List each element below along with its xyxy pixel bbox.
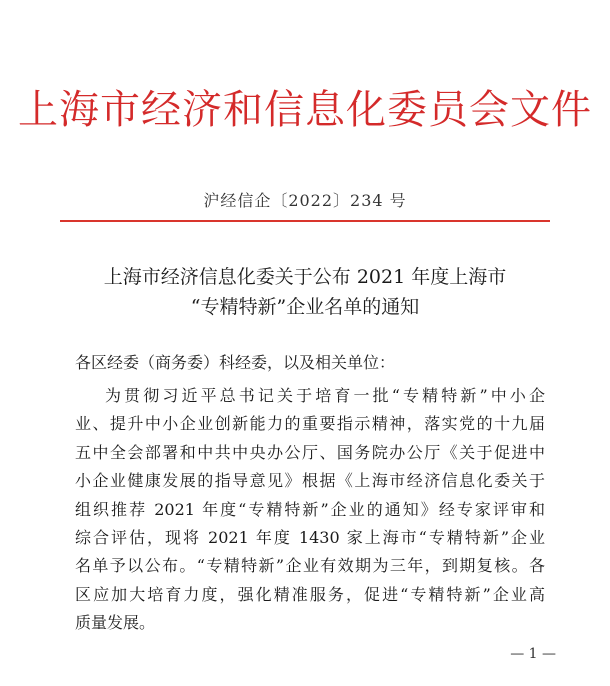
body-line: 组织推荐 2021 年度“专精特新”企业的通知》经专家评审和 — [75, 499, 545, 519]
notice-title-line-2: “专精特新”企业名单的通知 — [190, 296, 420, 318]
body-line: 为贯彻习近平总书记关于培育一批“专精特新”中小企 — [105, 386, 545, 405]
issuer-header: 上海市经济和信息化委员会文件 — [18, 87, 592, 133]
page-number: — 1 — — [510, 646, 556, 662]
body-line: 区应加大培育力度，强化精准服务，促进“专精特新”企业高 — [75, 584, 545, 604]
notice-body — [75, 382, 545, 638]
red-divider-rule — [60, 220, 550, 222]
document-number: 沪经信企〔2022〕234 号 — [203, 191, 407, 210]
body-line: 质量发展。 — [75, 613, 156, 633]
body-line: 小企业健康发展的指导意见》根据《上海市经济信息化委关于 — [75, 471, 545, 491]
body-line: 五中全会部署和中共中央办公厅、国务院办公厅《关于促进中 — [75, 442, 545, 462]
body-line: 业、提升中小企业创新能力的重要指示精神，落实党的十九届 — [75, 414, 545, 434]
body-line: 名单予以公布。“专精特新”企业有效期为三年，到期复核。各 — [75, 556, 545, 576]
salutation: 各区经委（商务委）科经委，以及相关单位： — [75, 353, 396, 372]
body-line: 综合评估，现将 2021 年度 1430 家上海市“专精特新”企业 — [75, 527, 545, 547]
notice-title-line-1: 上海市经济信息化委关于公布 2021 年度上海市 — [103, 266, 507, 288]
